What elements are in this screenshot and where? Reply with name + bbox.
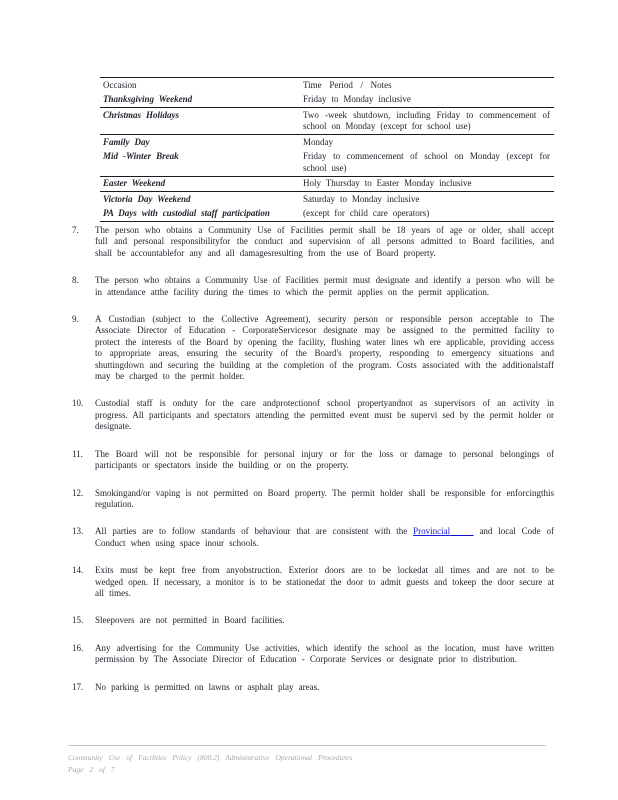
table-group (100, 135, 554, 177)
table-group (100, 192, 554, 222)
numbered-list (72, 225, 554, 709)
table-row (100, 207, 554, 222)
list-item (72, 314, 554, 382)
item-text: The person who obtains a Community Use of Facilities permit shall be 18 years of age or older, shall accept full and personal responsibilityfor the conduct and supervision of all persons admitted to Board facilities, and shall be accountablefor any and all damagesresulting from the use of Board property. (95, 225, 554, 258)
table-row (100, 150, 554, 177)
table-header-row (100, 78, 554, 93)
item-text: Sleepovers are not permitted in Board facilities. (95, 615, 285, 626)
list-item (72, 565, 554, 599)
notes-cell: Friday to commencement of school on Monday (except for school use) (303, 151, 550, 173)
list-item (72, 615, 554, 626)
item-text: Smokingand/or vaping is not permitted on Board property. The permit holder shall be responsible for enforcingthis regulation. (95, 487, 554, 509)
item-text: The person who obtains a Community Use of Facilities permit must designate and identify a person who will be in attendance atthe facility during the times to which the permit applies on the permit application. (95, 275, 554, 297)
item-number: 7. (72, 225, 79, 235)
item-number: 11. (72, 448, 83, 459)
item-number: 10. (72, 398, 84, 409)
item-number: 12. (72, 487, 84, 498)
list-item (72, 643, 554, 666)
occasion-cell: Thanksgiving Weekend (103, 94, 193, 104)
occasion-cell: Mid -Winter Break (103, 151, 179, 161)
item-number: 8. (72, 275, 79, 286)
list-item (72, 225, 554, 259)
list-item (72, 398, 554, 432)
table-row (100, 176, 554, 192)
item-number: 13. (72, 526, 84, 537)
item-number: 9. (72, 314, 79, 325)
notes-cell: Saturday to Monday inclusive (303, 193, 420, 204)
footer-title: Community Use of Facilities Policy (800.2) Administrative Operational Procedures (68, 753, 353, 762)
table-group (100, 78, 554, 108)
occasion-cell: Easter Weekend (103, 178, 166, 188)
notes-cell: Monday (303, 136, 333, 147)
footer-page-number: Page 2 of 7 (68, 765, 115, 774)
schedule-table (100, 77, 554, 222)
list-item (72, 488, 554, 511)
item-text: Any advertising for the Community Use activities, which identify the school as the location, must have written permission by The Associate Director of Education - Corporate Services or designate prior to distribution. (95, 642, 554, 665)
item-number: 17. (72, 681, 84, 692)
item-number: 16. (72, 642, 84, 653)
occasion-cell: Family Day (103, 136, 150, 147)
list-item (72, 449, 554, 472)
notes-cell: Friday to Monday inclusive (303, 94, 411, 104)
occasion-cell: Christmas Holidays (103, 109, 179, 120)
list-item (72, 682, 554, 693)
notes-cell: Holy Thursday to Easter Monday inclusive (303, 178, 472, 188)
item-number: 15. (72, 615, 84, 626)
notes-cell: Two -week shutdown, including Friday to commencement of school on Monday (except for school use) (303, 109, 550, 131)
table-row (100, 108, 554, 135)
table-row (100, 192, 554, 207)
table-row (100, 93, 554, 108)
table-group (100, 108, 554, 135)
item-text (95, 526, 554, 549)
item-text: Custodial staff is onduty for the care andprotectionof school propertyandnot as supervisors of an activity in progress. All participants and spectators attending the permitted event must be supervi sed by the permit holder or designate. (95, 398, 554, 432)
item-text: The Board will not be responsible for personal injury or for the loss or damage to personal belongings of participants or spectators inside the building or on the property. (95, 448, 554, 471)
occasion-cell: Victoria Day Weekend (103, 193, 191, 204)
item-text: A Custodian (subject to the Collective Agreement), security person or responsible person acceptable to The Associate Director of Education - CorporateServicesor designate may be assigned to the permitted facility to protect the interests of the Board by opening the facility, flushing water lines wh ere applicable, providing access to appropriate areas, ensuring the security of the Board's property, responding to emergency situations and shuttingdown and securing the building at the completion of the program. Costs associated with the additionalstaff may be charged to the permit holder. (95, 314, 554, 382)
notes-header-cell: Time Period / Notes (303, 79, 392, 90)
provincial-link[interactable]: Provincial (413, 526, 451, 537)
item-text-after-link: and local Code of Conduct when using space inour schools. (95, 526, 555, 548)
item-text: No parking is permitted on lawns or asphalt play areas. (95, 681, 320, 692)
occasion-cell: PA Days with custodial staff participation (103, 208, 270, 218)
occasion-header-cell: Occasion (103, 79, 137, 90)
item-text: Exits must be kept free from anyobstruction. Exterior doors are to be lockedat all times and are not to be wedged open. If necessary, a monitor is to be stationedat the door to admit guests and tokeep the door secure at all times. (95, 565, 554, 598)
list-item (72, 275, 554, 298)
page-footer (68, 745, 546, 775)
item-number: 14. (72, 565, 84, 576)
table-group (100, 176, 554, 192)
list-item (72, 526, 554, 549)
table-row (100, 135, 554, 150)
item-text-before-link: All parties are to follow standards of behaviour that are consistent with the (95, 526, 414, 537)
notes-cell: (except for child care operators) (303, 208, 430, 218)
